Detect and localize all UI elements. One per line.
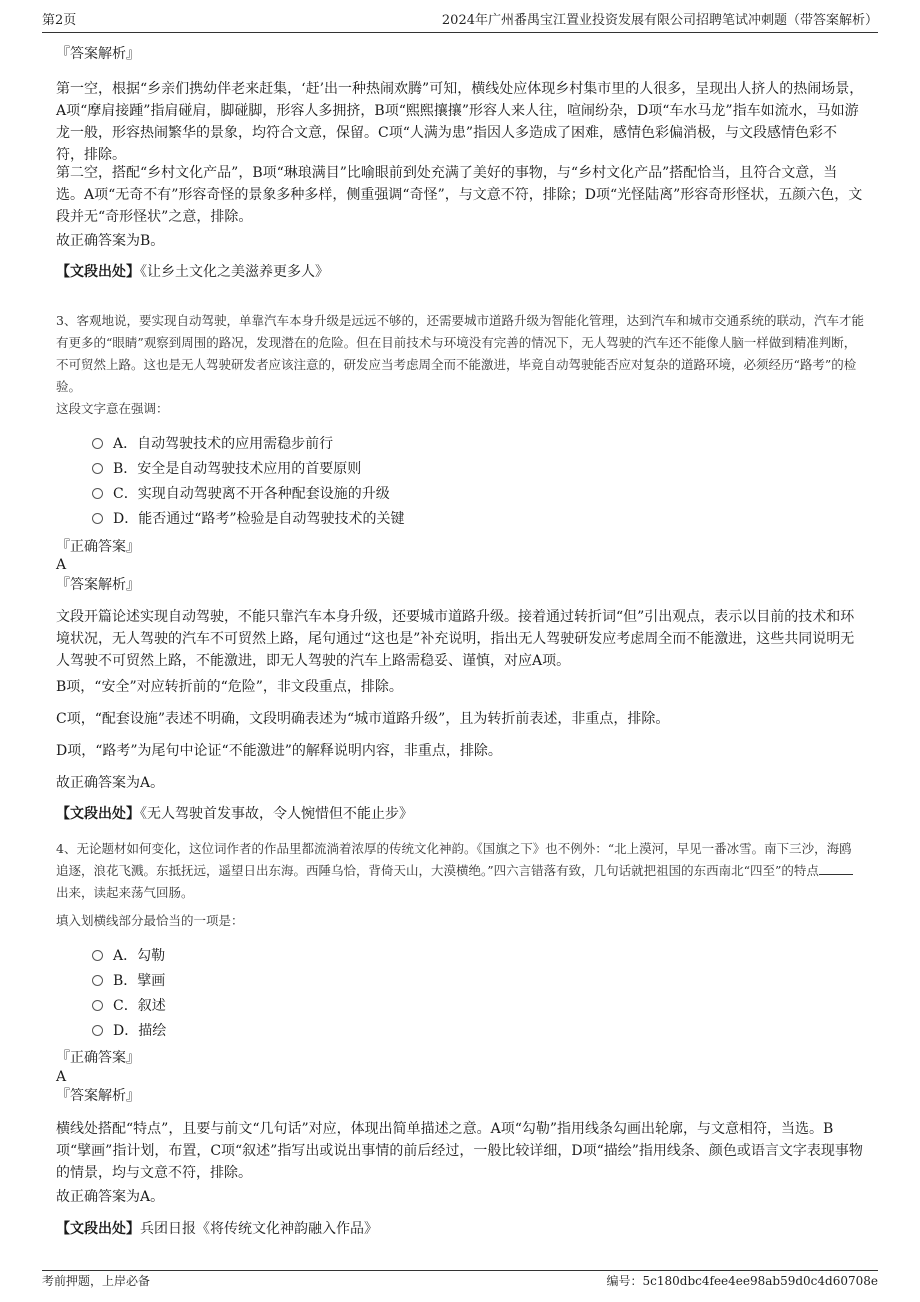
option-a[interactable] bbox=[92, 434, 333, 454]
analysis-label: 『答案解析』 bbox=[56, 577, 140, 593]
analysis-label: 『答案解析』 bbox=[56, 1088, 140, 1104]
analysis-paragraph: D项，“路考”为尾句中论证“不能激进”的解释说明内容，非重点，排除。 bbox=[56, 743, 502, 759]
answer-value: A bbox=[56, 1069, 67, 1085]
radio-icon[interactable] bbox=[92, 975, 103, 986]
radio-icon[interactable] bbox=[92, 463, 103, 474]
question-prompt: 这段文字意在强调： bbox=[56, 401, 169, 416]
radio-icon[interactable] bbox=[92, 950, 103, 961]
source-text: 《让乡土文化之美滋养更多人》 bbox=[140, 264, 329, 280]
answer-label: 『正确答案』 bbox=[56, 539, 140, 555]
analysis-paragraph: B项，“安全”对应转折前的“危险”，非文段重点，排除。 bbox=[56, 679, 403, 695]
option-b[interactable] bbox=[92, 971, 165, 991]
source-text: 《无人驾驶首发事故，令人惋惜但不能止步》 bbox=[140, 806, 413, 822]
document-title: 2024年广州番禺宝江置业投资发展有限公司招聘笔试冲刺题（带答案解析） bbox=[441, 13, 878, 28]
question-prompt: 填入划横线部分最恰当的一项是： bbox=[56, 913, 244, 928]
analysis-paragraph: 第一空，根据“乡亲们携幼伴老来赶集，‘赶’出一种热闹欢腾”可知，横线处应体现乡村集市里的人很多，呈现出人挤人的热闹场景，A项“摩肩接踵”指肩碰肩，脚碰脚，形容人多拥挤，B项“熙熙攘攘”形容人来人往，喧闹纷杂，D项“车水马龙”指车如流水，马如游龙一般，形容热闹繁华的景象，均符合文意，保留。C项“人满为患”指因人多造成了困难，感情色彩偏消极，与文段感情色彩不符，排除。 bbox=[56, 81, 864, 163]
question-stem: 3、客观地说，要实现自动驾驶，单靠汽车本身升级是远远不够的，还需要城市道路升级为智能化管理，达到汽车和城市交通系统的联动，汽车才能有更多的“眼睛”观察到周围的路况，发现潜在的危险。但在目前技术与环境没有完善的情况下，无人驾驶的汽车还不能像人脑一样做到精准判断，不可贸然上路。这也是无人驾驶研发者应该注意的，研发应当考虑周全而不能激进，毕竟自动驾驶能否应对复杂的道路环境，必须经历“路考”的检验。 bbox=[56, 313, 864, 394]
page-header bbox=[42, 10, 878, 33]
option-d[interactable] bbox=[92, 1021, 166, 1041]
option-c[interactable] bbox=[92, 996, 166, 1016]
option-c[interactable] bbox=[92, 484, 390, 504]
conclusion-text: 故正确答案为B。 bbox=[56, 233, 165, 249]
analysis-paragraph: 文段开篇论述实现自动驾驶，不能只靠汽车本身升级，还要城市道路升级。接着通过转折词“但”引出观点，表示以目前的技术和环境状况，无人驾驶的汽车不可贸然上路，尾句通过“这也是”补充说明，指出无人驾驶研发应考虑周全而不能激进，这些共同说明无人驾驶不可贸然上路，不能激进，即无人驾驶的汽车上路需稳妥、谨慎，对应A项。 bbox=[56, 609, 855, 669]
page-number: 第2页 bbox=[42, 13, 77, 28]
analysis-paragraph: 第二空，搭配“乡村文化产品”，B项“琳琅满目”比喻眼前到处充满了美好的事物，与“乡村文化产品”搭配恰当，且符合文意，当选。A项“无奇不有”形容奇怪的景象多种多样，侧重强调“奇怪”，与文意不符，排除；D项“光怪陆离”形容奇形怪状，五颜六色，文段并无“奇形怪状”之意，排除。 bbox=[56, 165, 863, 225]
source-text: 兵团日报《将传统文化神韵融入作品》 bbox=[140, 1221, 378, 1237]
answer-value: A bbox=[56, 557, 67, 573]
option-label: C．叙述 bbox=[113, 998, 166, 1014]
option-label: B．安全是自动驾驶技术应用的首要原则 bbox=[113, 461, 362, 477]
option-label: B．擘画 bbox=[113, 973, 166, 989]
option-b[interactable] bbox=[92, 459, 361, 479]
stem-text: 4、无论题材如何变化，这位词作者的作品里都流淌着浓厚的传统文化神韵。《国旗之下》也不例外：“北上漠河，早见一番冰雪。南下三沙，海鸥追逐，浪花飞溅。东抵抚远，遥望日出东海。西陲乌恰，背倚天山，大漠横绝。”四六言错落有致，几句话就把祖国的东西南北“四至”的特点 bbox=[56, 841, 852, 878]
option-d[interactable] bbox=[92, 509, 405, 529]
source-tag: 【文段出处】 bbox=[56, 1221, 140, 1237]
analysis-paragraph: C项，“配套设施”表述不明确，文段明确表述为“城市道路升级”，且为转折前表述，非重点，排除。 bbox=[56, 711, 670, 727]
page-footer bbox=[42, 1270, 878, 1291]
source-line bbox=[56, 1219, 864, 1239]
conclusion-text: 故正确答案为A。 bbox=[56, 1189, 165, 1205]
option-label: C．实现自动驾驶离不开各种配套设施的升级 bbox=[113, 486, 390, 502]
document-id: 编号：5c180dbc4fee4ee98ab59d0c4d60708e bbox=[606, 1274, 878, 1288]
blank-line bbox=[819, 860, 853, 875]
option-a[interactable] bbox=[92, 946, 165, 966]
answer-label: 『正确答案』 bbox=[56, 1050, 140, 1066]
radio-icon[interactable] bbox=[92, 488, 103, 499]
stem-text: 出来，读起来荡气回肠。 bbox=[56, 885, 194, 900]
source-tag: 【文段出处】 bbox=[56, 806, 140, 822]
conclusion-text: 故正确答案为A。 bbox=[56, 775, 165, 791]
source-line bbox=[56, 262, 864, 282]
source-line bbox=[56, 804, 864, 824]
analysis-label: 『答案解析』 bbox=[56, 46, 140, 62]
source-tag: 【文段出处】 bbox=[56, 264, 140, 280]
question-stem bbox=[56, 838, 864, 904]
radio-icon[interactable] bbox=[92, 1025, 103, 1036]
option-label: A．自动驾驶技术的应用需稳步前行 bbox=[113, 436, 334, 452]
option-label: D．能否通过“路考”检验是自动驾驶技术的关键 bbox=[113, 511, 405, 527]
radio-icon[interactable] bbox=[92, 1000, 103, 1011]
option-label: D．描绘 bbox=[113, 1023, 167, 1039]
radio-icon[interactable] bbox=[92, 513, 103, 524]
analysis-paragraph: 横线处搭配“特点”，且要与前文“几句话”对应，体现出简单描述之意。A项“勾勒”指用线条勾画出轮廓，与文意相符，当选。B项“擘画”指计划，布置，C项“叙述”指写出或说出事情的前后经过，一般比较详细，D项“描绘”指用线条、颜色或语言文字表现事物的情景，均与文意不符，排除。 bbox=[56, 1121, 863, 1181]
option-label: A．勾勒 bbox=[113, 948, 166, 964]
footer-slogan: 考前押题，上岸必备 bbox=[42, 1274, 151, 1288]
radio-icon[interactable] bbox=[92, 438, 103, 449]
